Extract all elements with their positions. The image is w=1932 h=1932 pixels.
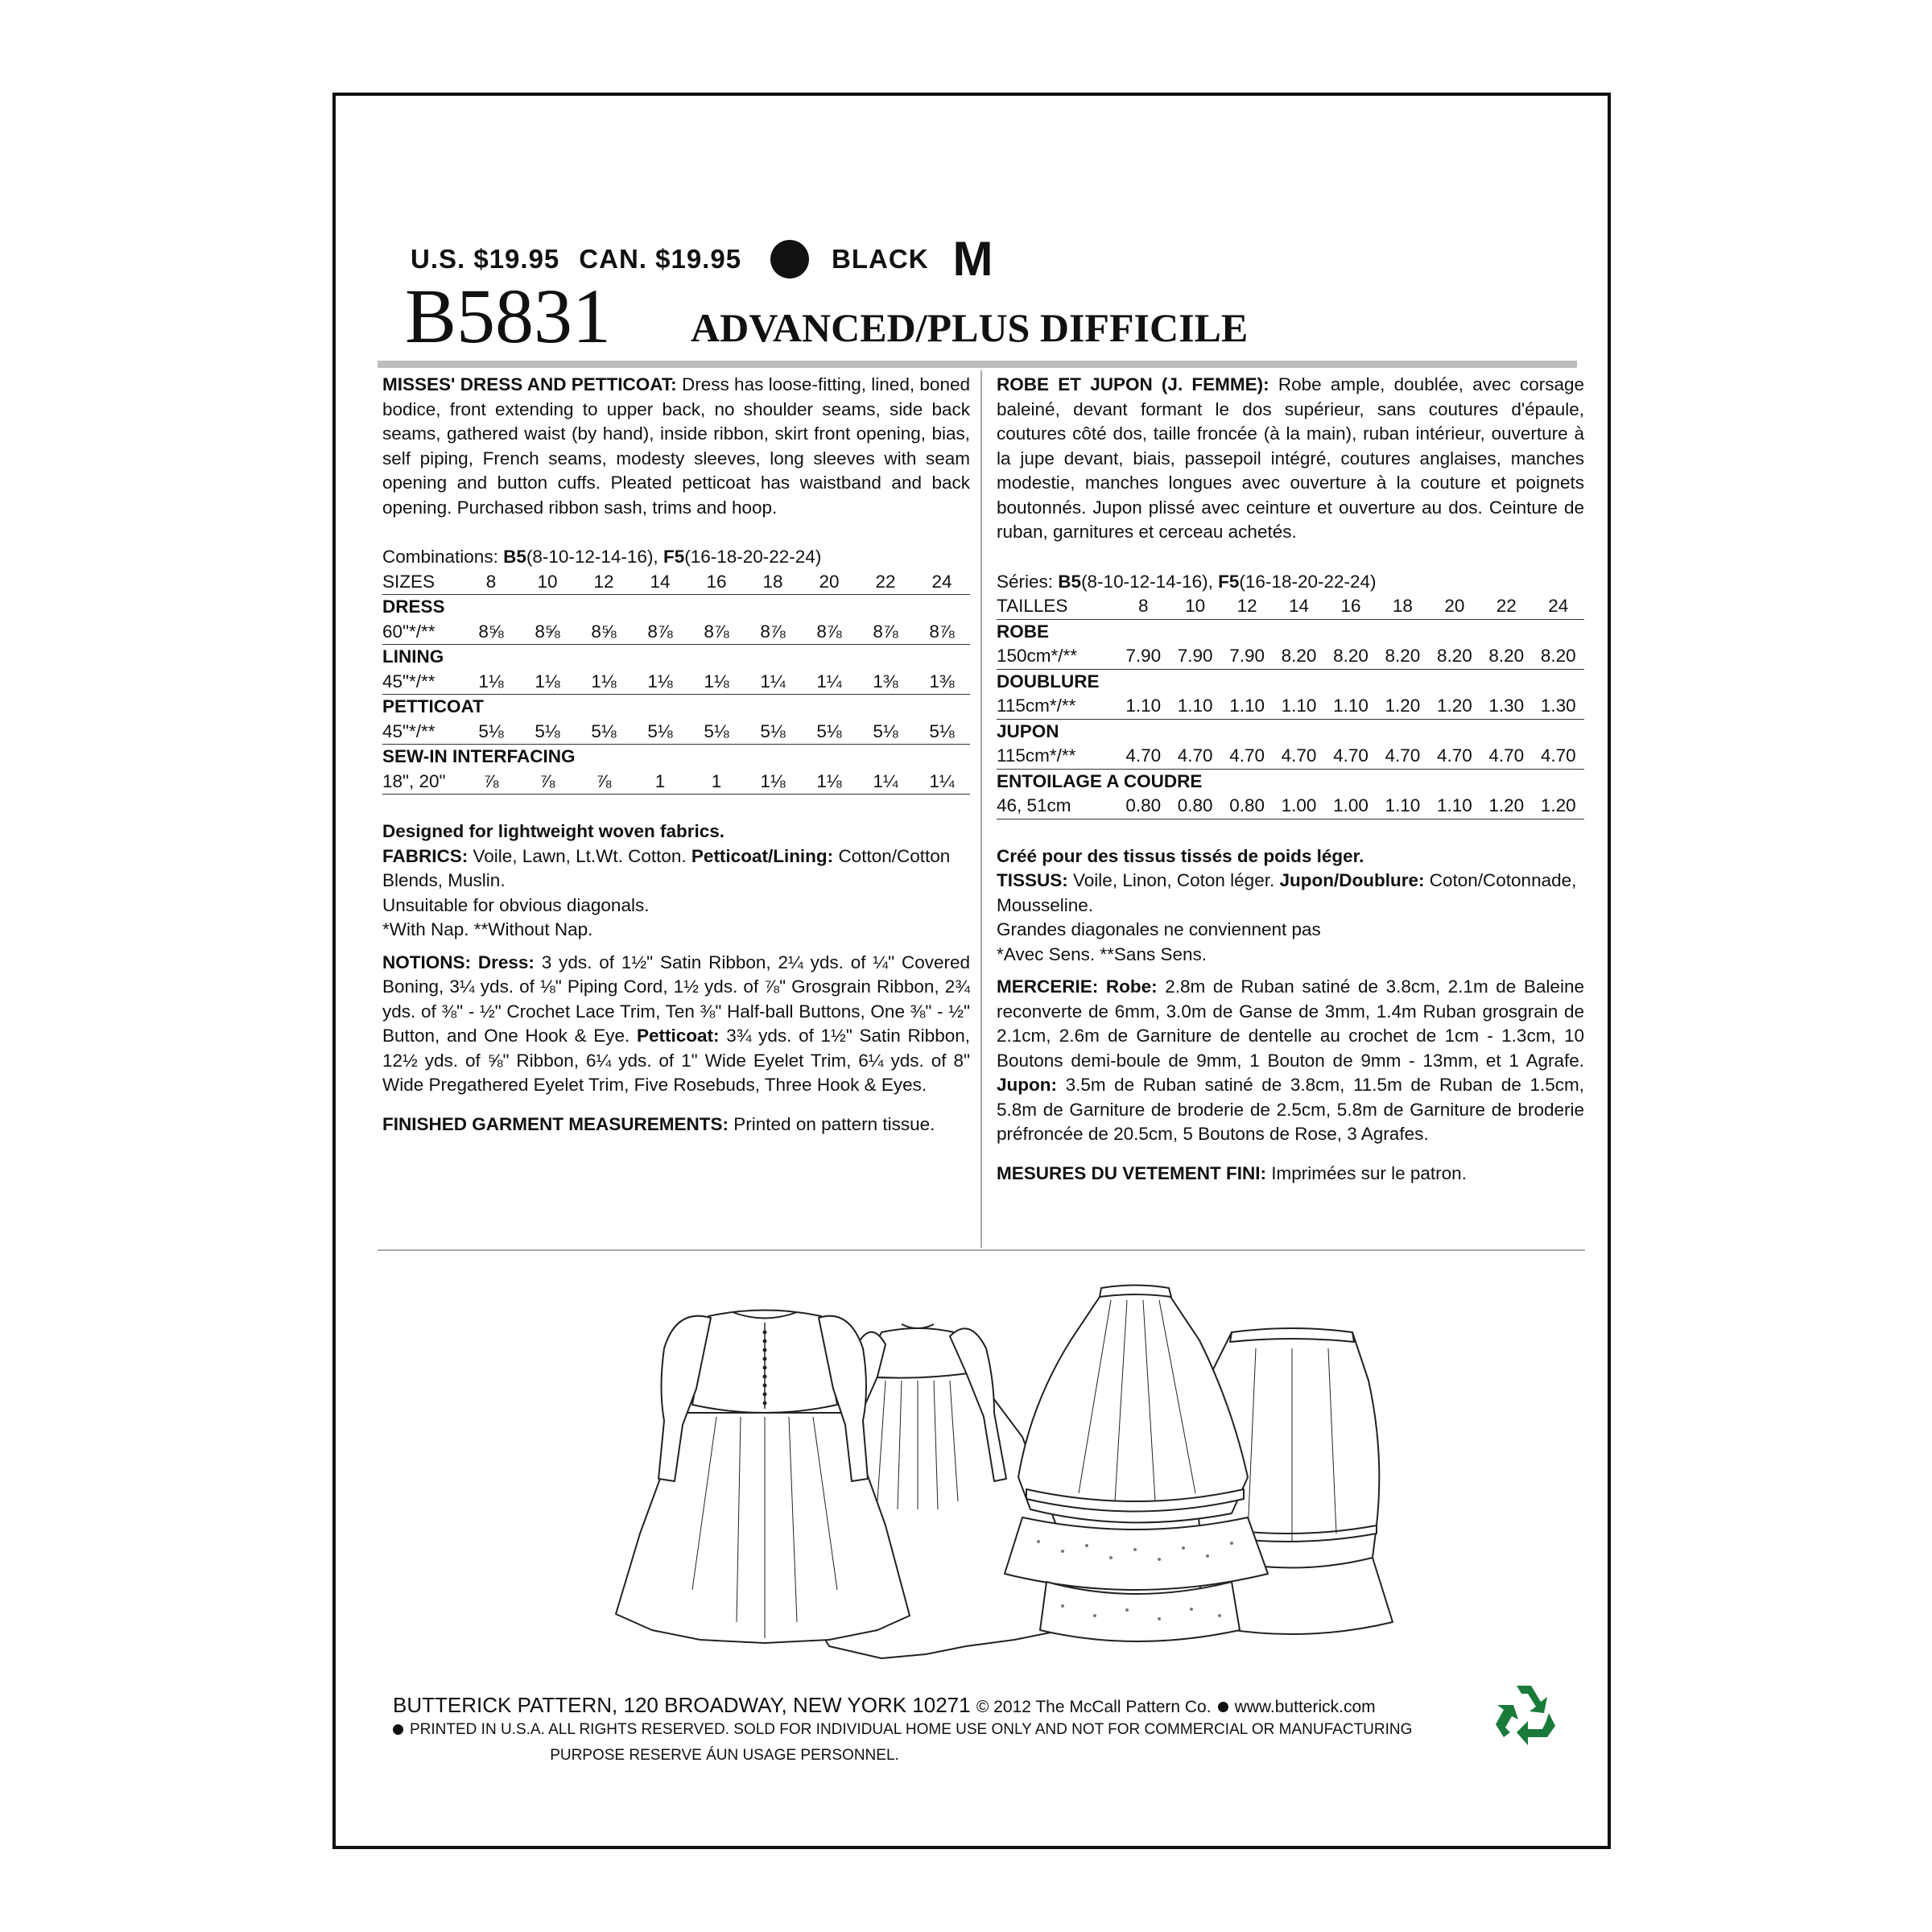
fabric-width: 115cm*/** bbox=[997, 744, 1117, 769]
fabrics-lining-label-fr: Jupon/Doublure: bbox=[1279, 870, 1425, 890]
yardage-value: 1.20 bbox=[1429, 694, 1480, 719]
yardage-value: 1.30 bbox=[1533, 694, 1585, 719]
yardage-value: 0.80 bbox=[1169, 794, 1220, 819]
header-rule bbox=[378, 361, 1577, 368]
yardage-value: 4.70 bbox=[1325, 744, 1377, 769]
designed-for: Designed for lightweight woven fabrics. bbox=[382, 821, 725, 841]
rights-line-fr: PURPOSE RESERVE ÁUN USAGE PERSONNEL. bbox=[550, 1747, 899, 1764]
yardage-row bbox=[382, 670, 970, 695]
size-col: 18 bbox=[1377, 594, 1428, 619]
size-col: 24 bbox=[1533, 594, 1585, 619]
yardage-value: 4.70 bbox=[1117, 744, 1169, 769]
publisher: BUTTERICK PATTERN, 120 BROADWAY, NEW YORK 10271 bbox=[393, 1693, 971, 1717]
size-col: 10 bbox=[1169, 594, 1220, 619]
fabric-width: 45"*/** bbox=[382, 670, 463, 695]
yardage-value: 8⅝ bbox=[519, 620, 576, 645]
yardage-value: 1⅛ bbox=[688, 670, 745, 695]
rights-text: PRINTED IN U.S.A. ALL RIGHTS RESERVED. SOLD FOR INDIVIDUAL HOME USE ONLY AND NOT FOR COMMERCIAL OR MANUFACTURING bbox=[410, 1721, 1413, 1738]
fabric-width: 46, 51cm bbox=[997, 794, 1117, 819]
yardage-value: ⅞ bbox=[463, 770, 519, 795]
yardage-value: 4.70 bbox=[1429, 744, 1480, 769]
fabric-width: 45"*/** bbox=[382, 720, 463, 745]
combo-b5-fr: B5 bbox=[1058, 571, 1082, 592]
unsuitable-note: Unsuitable for obvious diagonals. bbox=[382, 894, 650, 915]
fabric-width: 60"*/** bbox=[382, 620, 463, 645]
yardage-value: 1⅜ bbox=[857, 670, 914, 695]
notions-dress-fr: 2.8m de Ruban satiné de 3.8cm, 2.1m de Baleine reconverte de 6mm, 3.0m de Ganse de 3mm, 1.4m Ruban grosgrain de 2.1cm, 2.6m de Garniture de dentelle au crochet de 1cm - 1.3cm, 10 Boutons demi-boule de 9mm, 1 Bouton de 9mm - 13mm, et 1 Agrafe. bbox=[997, 976, 1584, 1071]
category-label: ROBE bbox=[997, 621, 1050, 642]
fabric-width: 115cm*/** bbox=[997, 694, 1117, 719]
yardage-row bbox=[382, 770, 970, 795]
can-price: CAN. $19.95 bbox=[579, 243, 742, 274]
category-label: DOUBLURE bbox=[997, 671, 1100, 691]
fabrics-lining-text: Cotton/Cotton Blends, Muslin. bbox=[382, 845, 951, 890]
english-column bbox=[382, 373, 970, 1137]
category-label: DRESS bbox=[382, 597, 445, 617]
yardage-value: 4.70 bbox=[1221, 744, 1273, 769]
yardage-value: 1⅛ bbox=[519, 670, 576, 695]
yardage-row bbox=[997, 744, 1584, 769]
yardage-value: 4.70 bbox=[1480, 744, 1532, 769]
size-col: 22 bbox=[1480, 594, 1532, 619]
size-col: 18 bbox=[745, 570, 801, 595]
yardage-value: 1.20 bbox=[1533, 794, 1585, 819]
size-col: 16 bbox=[1325, 594, 1377, 619]
yardage-value: 5⅛ bbox=[632, 720, 688, 745]
website: www.butterick.com bbox=[1234, 1698, 1376, 1716]
rights-line bbox=[393, 1721, 1412, 1739]
yardage-value: 8.20 bbox=[1480, 644, 1532, 669]
notions-dress-label-fr: Robe: bbox=[1105, 976, 1158, 997]
yardage-value: 5⅛ bbox=[745, 720, 801, 745]
yardage-value: 1.30 bbox=[1480, 694, 1532, 719]
yardage-value: 5⅛ bbox=[576, 720, 632, 745]
category-row bbox=[382, 645, 970, 670]
fabrics-lining-text-fr: Coton/Cotonnade, Mousseline. bbox=[997, 870, 1577, 915]
bullet-icon bbox=[1218, 1702, 1228, 1712]
yardage-value: 4.70 bbox=[1169, 744, 1220, 769]
size-col: 22 bbox=[857, 570, 914, 595]
yardage-row bbox=[997, 644, 1584, 669]
bullet-icon bbox=[393, 1724, 403, 1735]
yardage-value: 7.90 bbox=[1117, 644, 1169, 669]
us-price: U.S. $19.95 bbox=[411, 243, 560, 274]
notions-petticoat-label: Petticoat: bbox=[637, 1026, 720, 1046]
yardage-value: 1.00 bbox=[1273, 794, 1324, 819]
fabrics-text-fr: Voile, Linon, Coton léger. bbox=[1073, 870, 1275, 890]
combinations-label-fr: Séries: bbox=[997, 571, 1054, 592]
yardage-value: 1 bbox=[688, 770, 745, 795]
category-label: JUPON bbox=[997, 720, 1059, 741]
category-row bbox=[382, 745, 970, 770]
category-label: SEW-IN INTERFACING bbox=[382, 746, 576, 766]
size-col: 8 bbox=[1117, 594, 1169, 619]
sizes-label-fr: TAILLES bbox=[997, 594, 1117, 619]
yardage-value: ⅞ bbox=[519, 770, 576, 795]
yardage-value: 1⅜ bbox=[914, 670, 970, 695]
combo-f5-sizes-fr: (16-18-20-22-24) bbox=[1239, 571, 1377, 592]
yardage-row bbox=[997, 794, 1584, 819]
yardage-value: 8⅝ bbox=[463, 620, 519, 645]
yardage-value: 1.10 bbox=[1429, 794, 1480, 819]
fabrics-block bbox=[382, 819, 970, 943]
unsuitable-note-fr: Grandes diagonales ne conviennent pas bbox=[997, 919, 1321, 939]
yardage-value: 8⅞ bbox=[688, 620, 745, 645]
yardage-value: 8.20 bbox=[1273, 644, 1324, 669]
illustration-divider bbox=[378, 1249, 1585, 1251]
finished-measurements bbox=[382, 1113, 970, 1137]
combo-b5-sizes: (8-10-12-14-16), bbox=[526, 547, 658, 567]
nap-note-fr: *Avec Sens. **Sans Sens. bbox=[997, 943, 1207, 964]
category-row bbox=[997, 669, 1584, 694]
size-col: 10 bbox=[519, 570, 576, 595]
yardage-value: 5⅛ bbox=[914, 720, 970, 745]
finished-measurements-fr bbox=[997, 1162, 1584, 1187]
category-row bbox=[997, 719, 1584, 744]
size-header-row bbox=[382, 570, 970, 595]
yardage-value: 5⅛ bbox=[519, 720, 576, 745]
size-col: 14 bbox=[1273, 594, 1324, 619]
difficulty-label: ADVANCED/PLUS DIFFICILE bbox=[691, 305, 1249, 350]
size-col: 12 bbox=[1221, 594, 1273, 619]
finished-text: Printed on pattern tissue. bbox=[733, 1113, 935, 1134]
yardage-value: 1.10 bbox=[1169, 694, 1220, 719]
size-col: 20 bbox=[801, 570, 857, 595]
yardage-value: 8⅞ bbox=[632, 620, 688, 645]
finished-label: FINISHED GARMENT MEASUREMENTS: bbox=[382, 1113, 729, 1134]
yardage-value: 5⅛ bbox=[857, 720, 914, 745]
description-title: MISSES' DRESS AND PETTICOAT: bbox=[382, 374, 677, 394]
yardage-value: 1¼ bbox=[801, 670, 857, 695]
yardage-table-fr bbox=[997, 594, 1584, 819]
nap-note: *With Nap. **Without Nap. bbox=[382, 919, 593, 939]
combo-b5-sizes-fr: (8-10-12-14-16), bbox=[1081, 571, 1213, 592]
yardage-value: 5⅛ bbox=[463, 720, 519, 745]
fabric-width: 18", 20" bbox=[382, 770, 463, 795]
yardage-value: 8.20 bbox=[1377, 644, 1428, 669]
publisher-line bbox=[393, 1693, 1376, 1718]
yardage-value: 1.20 bbox=[1480, 794, 1532, 819]
yardage-value: 1.10 bbox=[1325, 694, 1377, 719]
combinations bbox=[382, 545, 970, 570]
black-dot-icon bbox=[770, 240, 809, 279]
notions-dress: 3 yds. of 1½" Satin Ribbon, 2¼ yds. of ¼" Covered Boning, 3¼ yds. of ⅛" Piping Cord, 1½ yds. of ⅞" Grosgrain Ribbon, 2¾ yds. of ⅜" - ½" Crochet Lace Trim, Ten ⅜" Half-ball Buttons, One ⅜" - ½" Button, and One Hook & Eye. bbox=[382, 952, 970, 1046]
designed-for-fr: Créé pour des tissus tissés de poids léger. bbox=[997, 845, 1364, 866]
description-text-fr: Robe ample, doublée, avec corsage baleiné, devant formant le dos supérieur, sans coutures d'épaule, coutures côté dos, taille froncée (à la main), ruban intérieur, ouverture à la jupe devant, biais, passepoil intégré, coutures anglaises, manches modestie, manches longues avec ouverture à la couture et poignets boutonnés. Jupon plissé avec ceinture et ouverture au dos. Ceinture de ruban, garnitures et cerceau achetés. bbox=[997, 374, 1584, 542]
yardage-value: 7.90 bbox=[1221, 644, 1273, 669]
yardage-value: 8.20 bbox=[1533, 644, 1585, 669]
sizes-label: SIZES bbox=[382, 570, 463, 595]
yardage-value: 1⅛ bbox=[632, 670, 688, 695]
category-row bbox=[382, 695, 970, 720]
yardage-value: 8.20 bbox=[1429, 644, 1480, 669]
combo-f5-sizes: (16-18-20-22-24) bbox=[684, 547, 822, 567]
combo-f5: F5 bbox=[663, 547, 685, 567]
yardage-value: 1⅛ bbox=[463, 670, 519, 695]
yardage-value: 1.20 bbox=[1377, 694, 1428, 719]
yardage-value: 1.10 bbox=[1221, 694, 1273, 719]
copyright: © 2012 The McCall Pattern Co. bbox=[976, 1698, 1212, 1716]
yardage-value: 4.70 bbox=[1533, 744, 1585, 769]
yardage-row bbox=[382, 720, 970, 745]
size-col: 14 bbox=[632, 570, 688, 595]
french-column bbox=[997, 373, 1584, 1186]
combo-f5-fr: F5 bbox=[1218, 571, 1240, 592]
yardage-value: 8⅞ bbox=[801, 620, 857, 645]
yardage-value: 1 bbox=[632, 770, 688, 795]
yardage-value: 1¼ bbox=[745, 670, 801, 695]
size-col: 20 bbox=[1429, 594, 1480, 619]
notions-petticoat-label-fr: Jupon: bbox=[997, 1075, 1057, 1095]
yardage-value: 7.90 bbox=[1169, 644, 1220, 669]
yardage-value: 5⅛ bbox=[801, 720, 857, 745]
yardage-value: 0.80 bbox=[1117, 794, 1169, 819]
fabrics-lining-label: Petticoat/Lining: bbox=[691, 845, 834, 866]
fabrics-label-fr: TISSUS: bbox=[997, 870, 1068, 890]
yardage-value: 1.10 bbox=[1377, 794, 1428, 819]
pattern-number: B5831 bbox=[405, 273, 612, 359]
garment-illustrations bbox=[564, 1268, 1594, 1674]
notions-petticoat: 3¾ yds. of 1½" Satin Ribbon, 12½ yds. of ⅝" Ribbon, 6¼ yds. of 1" Wide Eyelet Trim, 6¼ yds. of 8" Wide Pregathered Eyelet Trim, Five Rosebuds, Three Hook & Eyes. bbox=[382, 1026, 970, 1095]
yardage-value: 8⅞ bbox=[857, 620, 914, 645]
fabric-width: 150cm*/** bbox=[997, 644, 1117, 669]
yardage-value: 8⅝ bbox=[576, 620, 632, 645]
yardage-value: 1⅛ bbox=[801, 770, 857, 795]
category-row bbox=[997, 619, 1584, 644]
notions-dress-label: Dress: bbox=[477, 952, 535, 972]
description-title-fr: ROBE ET JUPON (J. FEMME): bbox=[997, 374, 1269, 394]
yardage-value: ⅞ bbox=[576, 770, 632, 795]
yardage-value: 8⅞ bbox=[745, 620, 801, 645]
finished-text-fr: Imprimées sur le patron. bbox=[1271, 1162, 1467, 1183]
yardage-row bbox=[997, 694, 1584, 719]
notions-petticoat-fr: 3.5m de Ruban satiné de 3.8cm, 11.5m de Ruban de 1.5cm, 5.8m de Garniture de broderie de 2.5cm, 5.8m de Garniture de broderie préfroncée de 20.5cm, 5 Boutons de Rose, 3 Agrafes. bbox=[997, 1075, 1584, 1144]
notions-block-fr bbox=[997, 975, 1584, 1147]
category-label: LINING bbox=[382, 646, 444, 667]
yardage-value: 4.70 bbox=[1273, 744, 1324, 769]
yardage-row bbox=[382, 620, 970, 645]
fabrics-label: FABRICS: bbox=[382, 845, 469, 866]
notions-label-fr: MERCERIE: bbox=[997, 976, 1099, 997]
yardage-value: 1⅛ bbox=[576, 670, 632, 695]
category-label: PETTICOAT bbox=[382, 696, 484, 716]
fabrics-block-fr bbox=[997, 844, 1584, 968]
yardage-value: 1⅛ bbox=[745, 770, 801, 795]
yardage-value: 8.20 bbox=[1325, 644, 1377, 669]
combinations-fr bbox=[997, 570, 1584, 595]
color-label: BLACK bbox=[832, 243, 929, 274]
column-divider bbox=[980, 370, 982, 1248]
yardage-value: 0.80 bbox=[1221, 794, 1273, 819]
fabrics-text: Voile, Lawn, Lt.Wt. Cotton. bbox=[473, 845, 687, 866]
category-label: ENTOILAGE A COUDRE bbox=[997, 770, 1203, 791]
yardage-table bbox=[382, 570, 970, 795]
description-fr bbox=[997, 373, 1584, 545]
yardage-value: 1.00 bbox=[1325, 794, 1377, 819]
size-col: 24 bbox=[914, 570, 970, 595]
yardage-value: 1.10 bbox=[1117, 694, 1169, 719]
size-col: 12 bbox=[576, 570, 632, 595]
notions-block bbox=[382, 951, 970, 1098]
recycle-icon bbox=[1492, 1681, 1560, 1745]
category-row bbox=[382, 595, 970, 620]
yardage-value: 8⅞ bbox=[914, 620, 970, 645]
size-col: 8 bbox=[463, 570, 519, 595]
description bbox=[382, 373, 970, 520]
size-code: M bbox=[952, 232, 994, 286]
size-col: 16 bbox=[688, 570, 745, 595]
combo-b5: B5 bbox=[503, 547, 526, 567]
size-header-row-fr bbox=[997, 594, 1584, 619]
finished-label-fr: MESURES DU VETEMENT FINI: bbox=[997, 1162, 1267, 1183]
yardage-value: 1¼ bbox=[857, 770, 914, 795]
description-text: Dress has loose-fitting, lined, boned bodice, front extending to upper back, no shoulder seams, side back seams, gathered waist (by hand), inside ribbon, skirt front opening, bias, self piping, French seams, modesty sleeves, long sleeves with seam opening and button cuffs. Pleated petticoat has waistband and back opening. Purchased ribbon sash, trims and hoop. bbox=[382, 374, 970, 518]
yardage-value: 1¼ bbox=[914, 770, 970, 795]
category-row bbox=[997, 769, 1584, 794]
combinations-label: Combinations: bbox=[382, 547, 498, 567]
yardage-value: 5⅛ bbox=[688, 720, 745, 745]
yardage-value: 4.70 bbox=[1377, 744, 1428, 769]
yardage-value: 1.10 bbox=[1273, 694, 1324, 719]
notions-label: NOTIONS: bbox=[382, 952, 471, 972]
